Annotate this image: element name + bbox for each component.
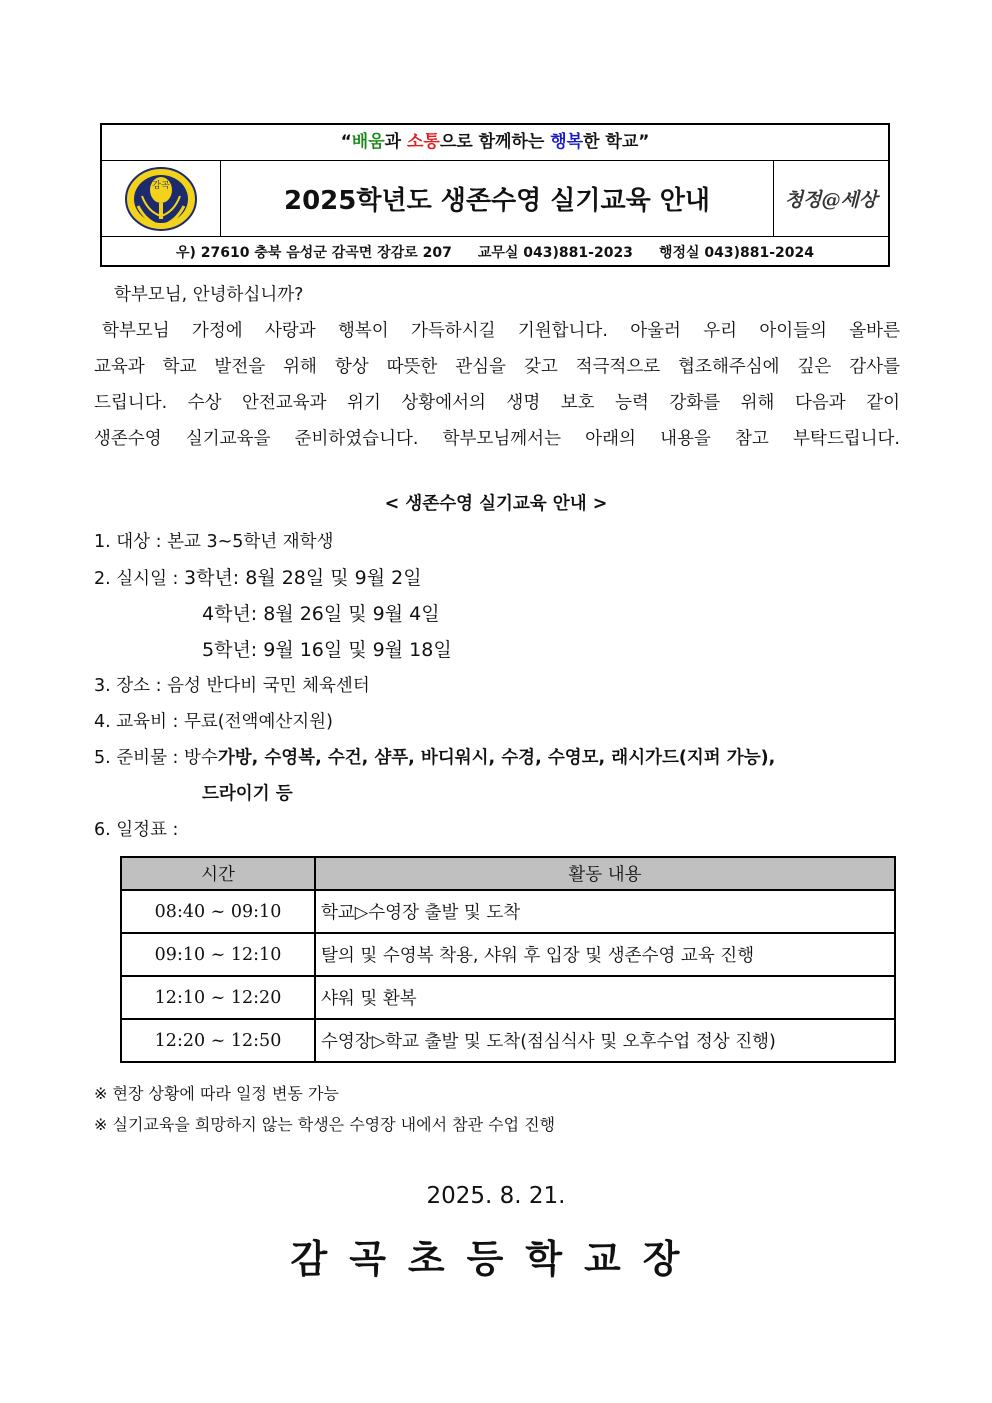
- greeting-line: 학부모님 가정에 사랑과 행복이 가득하시길 기원합니다. 아울러 우리 아이들의 올바른: [102, 321, 900, 341]
- table-row: [121, 890, 895, 933]
- school-motto: “배움과 소통으로 함께하는 행복한 학교”: [102, 125, 888, 161]
- item-prep: 5. 준비물 : 방수가방, 수영복, 수건, 샴푸, 바디워시, 수경, 수영모, 래시가드(지퍼 가능),: [94, 748, 776, 768]
- admin-phone: 행정실 043)881-2024: [658, 245, 815, 261]
- schedule-activity: 수영장▷학교 출발 및 도착(점심식사 및 오후수업 정상 진행): [315, 1019, 895, 1062]
- details-list: [94, 524, 900, 848]
- item-cost: 4. 교육비 : 무료(전액예산지원): [94, 712, 333, 732]
- item-prep-cont: 드라이기 등: [202, 784, 293, 804]
- column-header-activity: 활동 내용: [315, 857, 895, 890]
- grade4-dates: 4학년: 8월 26일 및 9월 4일: [202, 603, 440, 625]
- greeting-line: 교육과 학교 발전을 위해 항상 따뜻한 관심을 갖고 적극적으로 협조해주심에 깊은 감사를: [94, 357, 900, 377]
- item-dates: 2. 실시일 : 3학년: 8월 28일 및 9월 2일: [94, 567, 422, 589]
- table-header-row: [121, 857, 895, 890]
- schedule-activity: 샤워 및 환복: [315, 976, 895, 1019]
- table-row: [121, 933, 895, 976]
- greeting-line: 생존수영 실기교육을 준비하였습니다. 학부모님께서는 아래의 내용을 참고 부탁드립니다.: [94, 429, 901, 449]
- column-header-time: 시간: [121, 857, 315, 890]
- item-schedule-label: 6. 일정표 :: [94, 820, 179, 840]
- grade3-dates: 3학년: 8월 28일 및 9월 2일: [184, 567, 422, 589]
- motto-word-happiness: 행복: [550, 132, 584, 152]
- schedule-activity: 탈의 및 수영복 착용, 샤워 후 입장 및 생존수영 교육 진행: [315, 933, 895, 976]
- grade5-dates: 5학년: 9월 16일 및 9월 18일: [202, 639, 452, 661]
- section-title: < 생존수영 실기교육 안내 >: [384, 494, 608, 514]
- table-row: [121, 976, 895, 1019]
- address: 우) 27610 충북 음성군 감곡면 장감로 207: [175, 245, 452, 261]
- motto-word-learning: 배움: [351, 132, 385, 152]
- table-row: [121, 1019, 895, 1062]
- slogan-logo: 청정@세상: [773, 161, 888, 236]
- greeting-paragraph: [94, 277, 900, 457]
- schedule-time: 09:10 ~ 12:10: [121, 933, 315, 976]
- schedule-time: 12:10 ~ 12:20: [121, 976, 315, 1019]
- contact-info: [102, 237, 888, 267]
- item-target: 1. 대상 : 본교 3~5학년 재학생: [94, 532, 334, 552]
- item-place: 3. 장소 : 음성 반다비 국민 체육센터: [94, 676, 370, 696]
- document-date: 2025. 8. 21.: [426, 1183, 566, 1209]
- greeting-line: 학부모님, 안녕하십니까?: [114, 285, 304, 305]
- document-title: 2025학년도 생존수영 실기교육 안내: [283, 186, 711, 216]
- schedule-time: 08:40 ~ 09:10: [121, 890, 315, 933]
- note-line: ※ 현장 상황에 따라 일정 변동 가능: [94, 1084, 339, 1103]
- svg-text:감곡: 감곡: [152, 180, 170, 191]
- school-logo: [102, 161, 221, 236]
- school-emblem-icon: [124, 166, 198, 232]
- schedule-table: [120, 856, 896, 1063]
- principal-signature: 감곡초등학교장: [290, 1237, 702, 1281]
- greeting-line: 드립니다. 수상 안전교육과 위기 상황에서의 생명 보호 능력 강화를 위해 다음과 같이: [94, 393, 900, 413]
- notes: [94, 1078, 555, 1140]
- schedule-time: 12:20 ~ 12:50: [121, 1019, 315, 1062]
- motto-word-communication: 소통: [406, 132, 440, 152]
- letterhead: [100, 123, 890, 267]
- schedule-activity: 학교▷수영장 출발 및 도착: [315, 890, 895, 933]
- office-phone: 교무실 043)881-2023: [477, 245, 633, 261]
- note-line: ※ 실기교육을 희망하지 않는 학생은 수영장 내에서 참관 수업 진행: [94, 1115, 556, 1134]
